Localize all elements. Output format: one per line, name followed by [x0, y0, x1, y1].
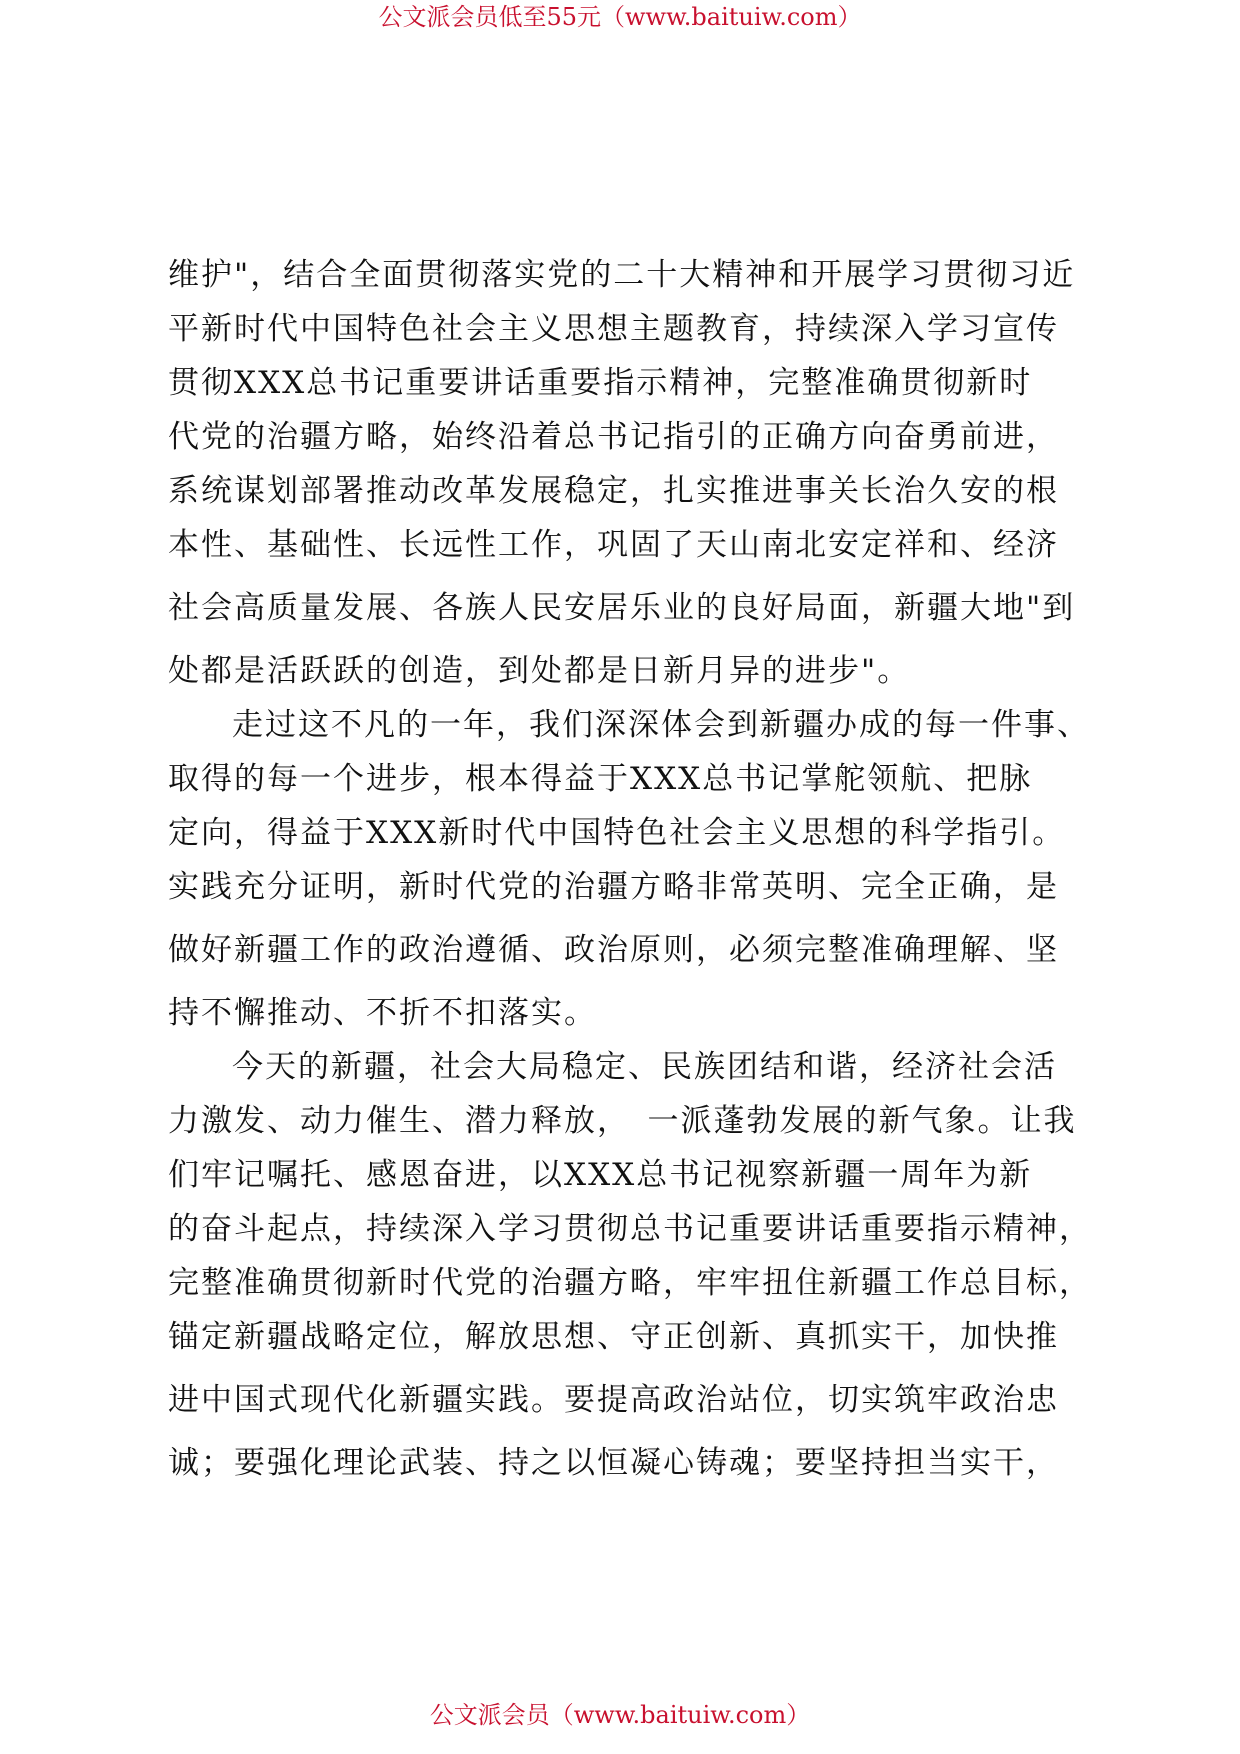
paragraph-first-line: 今天的新疆，社会大局稳定、民族团结和谐，经济社会活	[232, 1049, 1057, 1085]
text-line: 贯彻XXX总书记重要讲话重要指示精神，完整准确贯彻新时	[168, 365, 1033, 401]
text-line: 的奋斗起点，持续深入学习贯彻总书记重要讲话重要指示精神，	[168, 1211, 1092, 1247]
document-body	[168, 248, 1128, 1490]
text-line: 实践充分证明，新时代党的治疆方略非常英明、完全正确，是	[168, 869, 1059, 905]
text-line: 们牢记嘱托、感恩奋进，以XXX总书记视察新疆一周年为新	[168, 1157, 1033, 1193]
text-line: 做好新疆工作的政治遵循、政治原则，必须完整准确理解、坚	[168, 932, 1059, 968]
text-line: 力激发、动力催生、潜力释放， 一派蓬勃发展的新气象。让我	[168, 1103, 1077, 1139]
header-watermark-banner: 公文派会员低至55元（www.baituiw.com）	[378, 3, 862, 31]
text-line: 维护"，结合全面贯彻落实党的二十大精神和开展学习贯彻习近	[168, 257, 1076, 293]
text-line: 定向，得益于XXX新时代中国特色社会主义思想的科学指引。	[168, 815, 1066, 851]
text-line: 锚定新疆战略定位，解放思想、守正创新、真抓实干，加快推	[168, 1319, 1059, 1355]
text-line: 系统谋划部署推动改革发展稳定，扎实推进事关长治久安的根	[168, 473, 1059, 509]
text-line: 本性、基础性、长远性工作，巩固了天山南北安定祥和、经济	[168, 527, 1059, 563]
text-line: 平新时代中国特色社会主义思想主题教育，持续深入学习宣传	[168, 311, 1059, 347]
text-line: 进中国式现代化新疆实践。要提高政治站位，切实筑牢政治忠	[168, 1382, 1059, 1418]
text-line: 持不懈推动、不折不扣落实。	[168, 995, 597, 1031]
paragraph-first-line: 走过这不凡的一年，我们深深体会到新疆办成的每一件事、	[232, 707, 1090, 743]
text-line: 诚；要强化理论武装、持之以恒凝心铸魂；要坚持担当实干，	[168, 1445, 1059, 1481]
text-line: 代党的治疆方略，始终沿着总书记指引的正确方向奋勇前进，	[168, 419, 1059, 455]
text-line: 完整准确贯彻新时代党的治疆方略，牢牢扭住新疆工作总目标，	[168, 1265, 1092, 1301]
footer-watermark-banner: 公文派会员（www.baituiw.com）	[429, 1701, 811, 1729]
text-line: 取得的每一个进步，根本得益于XXX总书记掌舵领航、把脉	[168, 761, 1033, 797]
text-line: 社会高质量发展、各族人民安居乐业的良好局面，新疆大地"到	[168, 590, 1076, 626]
text-line: 处都是活跃跃的创造，到处都是日新月异的进步"。	[168, 653, 911, 689]
